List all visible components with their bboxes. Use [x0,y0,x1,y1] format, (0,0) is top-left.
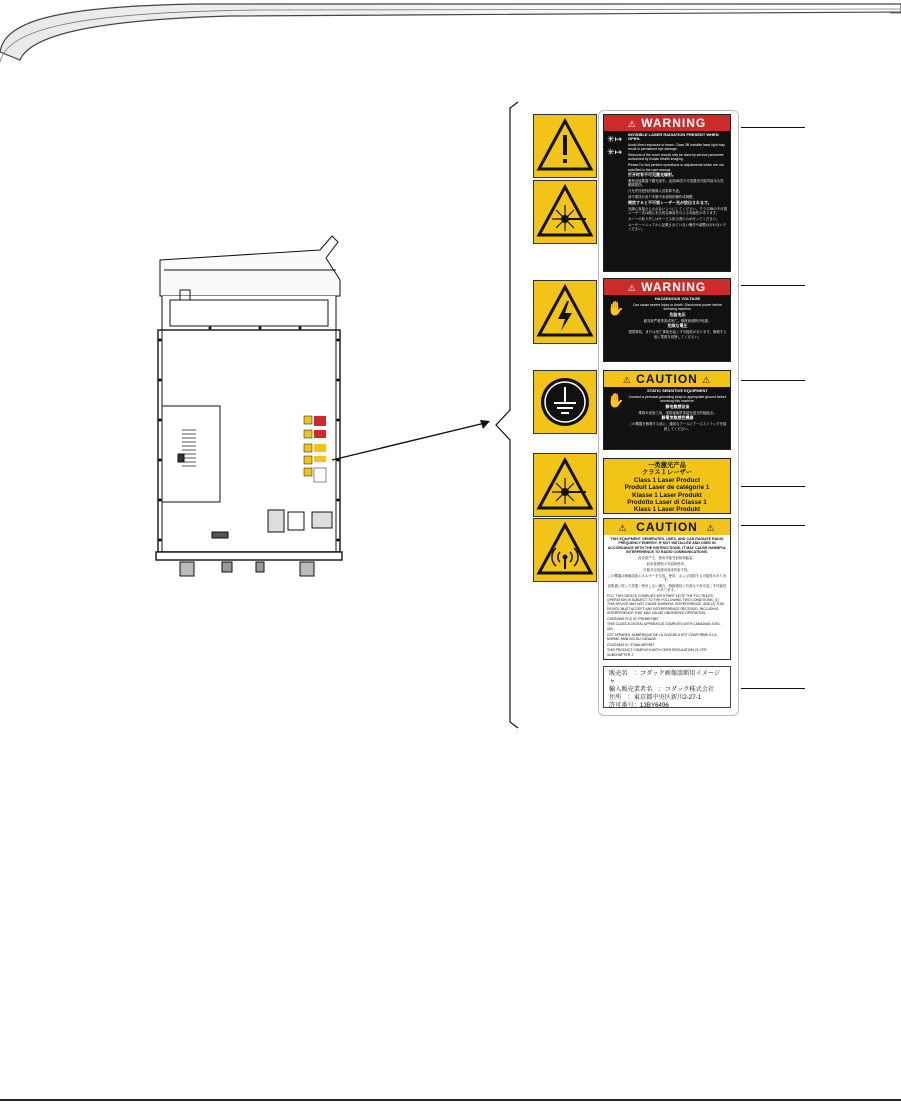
machine-rear-view-illustration [140,230,370,590]
static-caution-label [603,370,731,450]
laser-warning-line1: INVISIBLE LASER RADIATION PRESENT WHEN OPEN. [628,132,719,142]
rf-caution-line1: THIS EQUIPMENT GENERATES, USES, AND CAN RADIATE RADIO FREQUENCY ENERGY. IF NOT INSTALLED AND USED IN ACCORDANCE WITH THE INSTRUCTIONS, IT MAY CAUSE HARMFUL INTERFERENCE TO RADIO COMMUNICATIONS. [607,537,727,555]
rf-caution-jp1: この機器は無線周波エネルギーを生成、使用、および放射する可能性があります。 [607,573,727,582]
static-caution-cn2: 维修本设备之前，请将接地带连接至适当的接地点。 [638,410,717,415]
rf-caution-ic1: THIS CLASS A DIGITAL APPARATUS COMPLIES WITH CANADIAN ICES-003. [607,622,721,631]
laser-product-symbol-icon [533,453,597,517]
laser-warning-jp1: 開放すると不可視レーザー光が放出されます。 [628,199,712,205]
jp-importer-line2: 輸入販売業者名 ：コダック株式会社 [609,686,715,693]
rf-caution-label [603,518,731,660]
static-caution-line2: Connect a personal grounding strap to appropriate ground before servicing this machine. [628,394,727,404]
rf-caution-title: CAUTION [636,520,698,534]
label-bracket [490,100,520,730]
jp-importer-line4: 許可番号：13BY6496 [609,702,669,709]
pointer-arrow [330,415,500,475]
static-caution-title: CAUTION [636,372,698,386]
laser-class-line7: Klass 1 Laser Produkt [633,506,701,514]
header-swoosh-decoration [0,0,901,70]
static-caution-jp1: 静電気敏感性機器 [661,415,694,421]
laser-warning-title: WARNING [641,116,707,130]
laser-warning-jp3: カバーの取り外しはサービス担当者のみが行ってください。 [628,216,720,221]
laser-warning-jp2: 光線に直接さらされないようにしてください。クラス3Bの不可視レーザー光は眼に永久的な障害を与える可能性があります。 [628,206,727,215]
electrical-hazard-symbol-icon [533,280,597,344]
jp-importer-label [603,666,731,708]
laser-class-line2: クラス１レーザー [641,469,693,477]
caution-triangle-icon: ⚠ [706,523,716,533]
laser-warning-line3: Removal of the cover should only be done by service personnel authorized by Kodak Health Imaging. [628,153,724,162]
static-caution-cn1: 静电敏感设备 [665,403,690,409]
rf-caution-cn1: 此设备产生、使用并能发射射频能量。 [638,556,696,561]
voltage-warning-line1: HAZARDOUS VOLTAGE [654,296,701,301]
callout-line [741,525,805,526]
rf-caution-ic2: CET APPAREIL NUMÉRIQUE DE LA CLASSE A EST CONFORME À LA NORME NMB-003 DU CANADA. [607,632,717,641]
laser-class-line4: Produit Laser de catégorie 1 [624,484,710,492]
laser-warning-label [603,114,731,272]
hand-shock-icon: ✋ [607,300,625,316]
rf-caution-fcc1: FCC: THIS DEVICE COMPLIES WITH PART 15 OF THE FCC RULES. OPERATION IS SUBJECT TO THE FOLLOWING TWO CONDITIONS: (1) THIS DEVICE MAY NOT CAUSE HARMFUL INTERFERENCE, AND (2) THIS DEVICE MUST ACCEPT ANY INTERFERENCE RECEIVED, INCLUDING INTERFERENCE THAT MAY CAUSE UNDESIRED OPERATION. [607,593,724,615]
laser-class-line6: Prodotto Laser di Classe 1 [627,499,707,507]
voltage-warning-cn1: 危险电压 [669,311,686,317]
caution-triangle-icon: ⚠ [702,375,712,385]
voltage-warning-jp2: 感電事故、または死亡事故を起こす可能性があります。修理する前に電源を切断してください。 [628,330,727,339]
callout-line [741,380,805,381]
grounded-hand-icon: ✋ [607,392,625,408]
laser-warning-jp4: ユーザーマニュアルに記載されていない操作や調整は行わないでください。 [628,222,727,231]
laser-warning-line4: Please Do Not perform operations or adjustments which are not specified in the user manual. [628,163,724,172]
rf-caution-cdrh: THIS PRODUCT COMPLIES WITH CDRH REGULATION 21 CFR SUBCHAPTER J. [607,648,707,657]
laser-class-label [603,458,731,514]
warning-triangle-icon: ⚠ [627,283,637,293]
warning-triangle-icon: ⚠ [627,119,637,129]
caution-triangle-icon: ⚠ [618,523,628,533]
laser-eye-icon: ✳↦ ✳↦ [607,134,623,157]
laser-warning-cn2: 避免直接暴露于激光束中。直视3B类不可见激光可能导致永久性眼睛损伤。 [628,179,724,188]
laser-warning-line2: Avoid direct exposure to beam. Class 3B invisible laser light may result in permanent eye damage. [628,143,725,152]
laser-class-line1: 一类激光产品 [648,462,686,469]
laser-warning-cn1: 打开时有不可见激光辐射。 [628,172,676,178]
voltage-warning-cn2: 能导致严重伤害或死亡。维修前请断开电源。 [643,318,712,323]
callout-line [741,127,805,128]
laser-class-line3: Class 1 Laser Product [633,476,701,484]
voltage-warning-line2: Can cause severe injury or death. Disconnect power before servicing machine. [632,302,723,312]
rf-caution-cn2: 如未按照指示安装和使用， [646,561,688,566]
laser-hazard-symbol-icon [533,180,597,244]
rf-caution-ic3: CONTAINS IC: 5736A-MR7857 [607,642,655,647]
laser-class-line5: Klasse 1 Laser Produkt [632,491,702,499]
callout-line [741,285,805,286]
voltage-warning-title: WARNING [641,280,707,294]
rf-caution-jp2: 説明書に従って設置・使用しない場合、無線通信に有害な干渉を起こす可能性があります。 [607,583,727,592]
caution-triangle-icon: ⚠ [622,375,632,385]
callout-line [741,486,805,487]
jp-importer-line1: 販売名 ：コダック画像診断用イメージャ [609,670,721,685]
voltage-warning-label [603,278,731,362]
rf-caution-fcc2: CONTAINS FCC ID: PRHMR7857 [607,616,659,621]
footer-rule [0,1099,901,1101]
voltage-warning-jp1: 危険な電圧 [667,323,688,329]
static-caution-jp2: この機器を修理する前に、適切なアースにアースストラップを接続してください。 [628,422,727,431]
laser-warning-cn4: 请不要执行用户手册中未说明的操作或调整。 [628,195,696,200]
general-warning-symbol-icon [533,114,597,178]
ground-symbol-icon [533,370,597,434]
callout-line [741,688,805,689]
static-caution-line1: STATIC SENSITIVE EQUIPMENT [647,388,708,393]
rf-caution-cn3: 可能对无线通讯造成有害干扰。 [643,567,691,572]
jp-importer-line3: 住所 ：東京都中央区新川2-27-1 [609,694,702,701]
laser-warning-cn3: 只允许经授权的维修人员拆卸外盖。 [628,189,683,194]
radio-frequency-symbol-icon [533,518,597,582]
